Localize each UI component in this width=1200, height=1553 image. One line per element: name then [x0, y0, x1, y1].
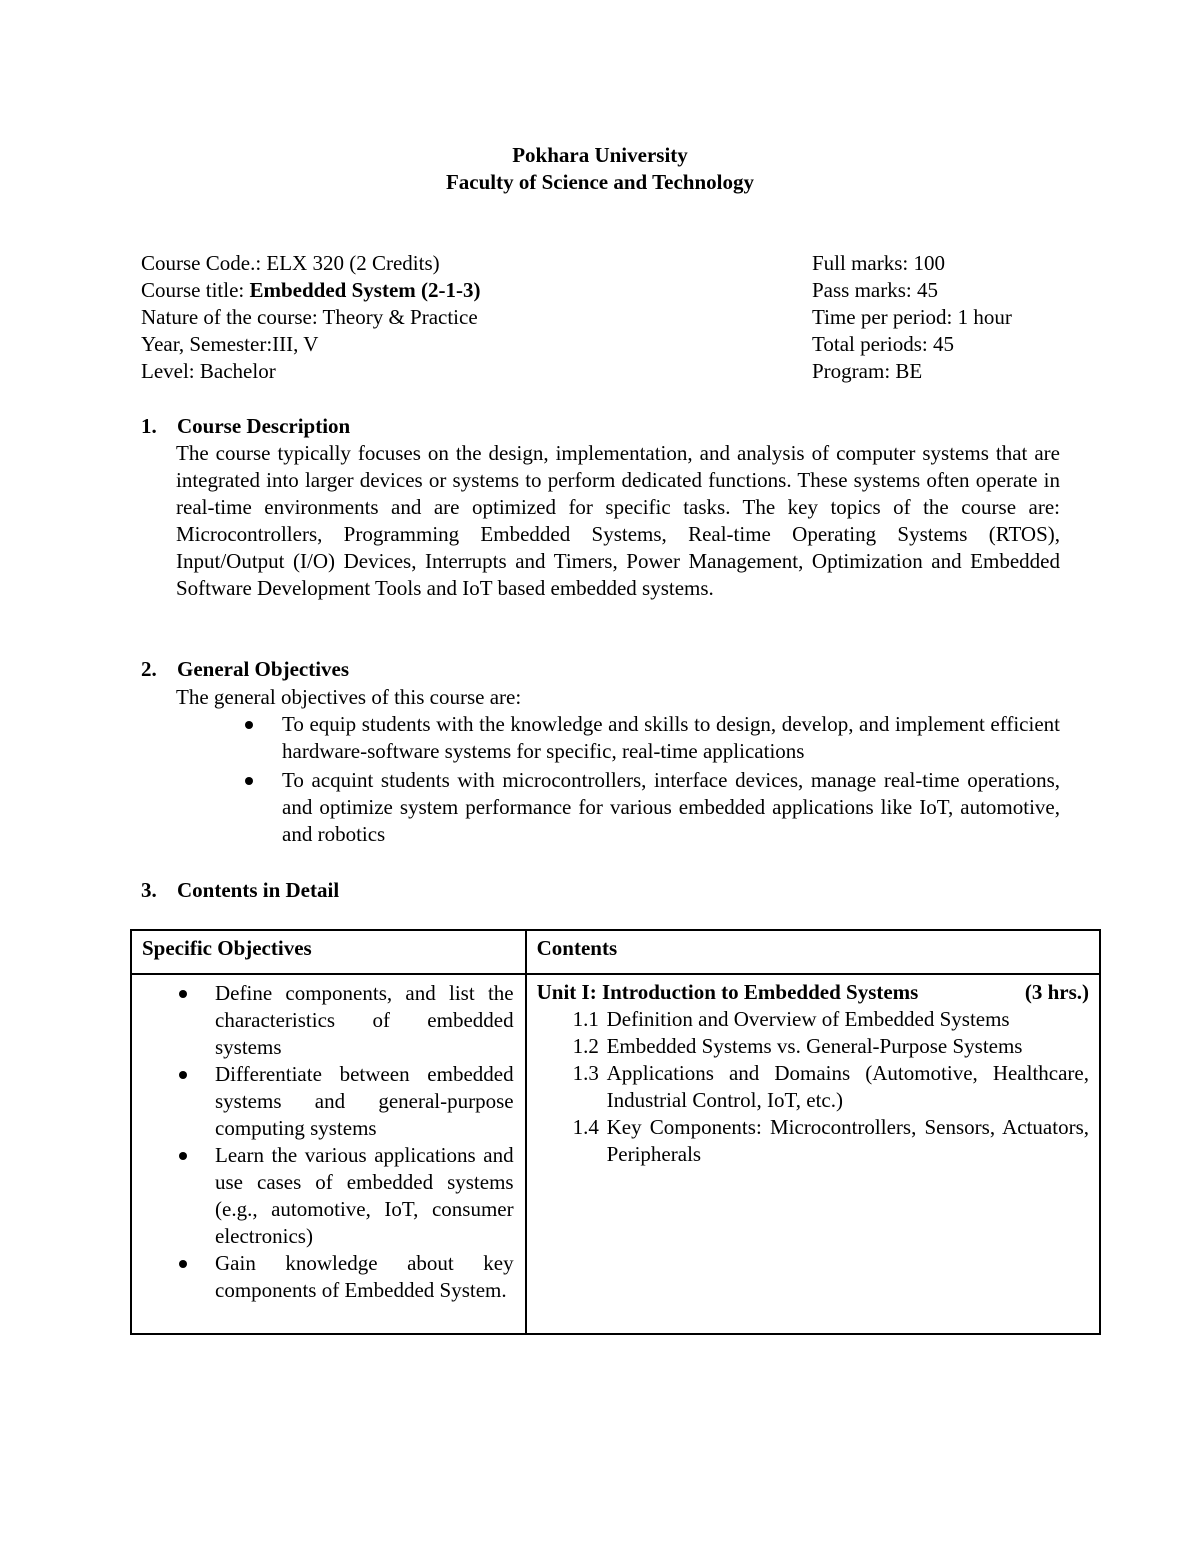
- unit-hours: (3 hrs.): [1024, 980, 1089, 1004]
- topic-item: 1.2 Embedded Systems vs. General-Purpose Systems: [572, 1034, 1023, 1058]
- full-marks: Full marks: 100: [812, 251, 946, 275]
- total-periods: Total periods: 45: [812, 332, 955, 356]
- bullet-icon: [179, 990, 187, 998]
- bullet-icon: [245, 777, 253, 785]
- header-specific-objectives: Specific Objectives: [131, 930, 526, 974]
- table-row: [131, 974, 1100, 1334]
- list-item: Learn the various applications and use cases of embedded systems (e.g., automotive, IoT, consumer electronics): [179, 1142, 514, 1250]
- program: Program: BE: [812, 359, 923, 383]
- course-info-left: [141, 250, 781, 385]
- section-heading-objectives: 2. General Objectives: [141, 657, 350, 681]
- course-nature: Nature of the course: Theory & Practice: [141, 305, 478, 329]
- list-item: Gain knowledge about key components of Embedded System.: [179, 1250, 514, 1304]
- topic-item: 1.4 Key Components: Microcontrollers, Sensors, Actuators, Peripherals: [572, 1115, 1089, 1166]
- faculty-title: Faculty of Science and Technology: [445, 170, 755, 194]
- list-item: Differentiate between embedded systems and general-purpose computing systems: [179, 1061, 514, 1142]
- bullet-icon: [179, 1260, 187, 1268]
- list-item: To equip students with the knowledge and skills to design, develop, and implement efficient hardware-software systems for specific, real-time applications: [245, 711, 1060, 765]
- topic-item: 1.1 Definition and Overview of Embedded Systems: [572, 1007, 1010, 1031]
- pass-marks: Pass marks: 45: [812, 278, 938, 302]
- unit-title: Unit I: Introduction to Embedded Systems (3 hrs.): [536, 980, 1089, 1004]
- list-item: Define components, and list the characteristics of embedded systems: [179, 980, 514, 1061]
- section-heading-contents: 3. Contents in Detail: [141, 878, 340, 902]
- year-semester: Year, Semester:III, V: [141, 332, 319, 356]
- time-per-period: Time per period: 1 hour: [812, 305, 1012, 329]
- course-title: Course title: Embedded System (2-1-3): [141, 278, 481, 302]
- topic-item: 1.3 Applications and Domains (Automotive, Healthcare, Industrial Control, IoT, etc.): [572, 1061, 1089, 1112]
- objectives-list: [245, 711, 1060, 848]
- bullet-icon: [245, 721, 253, 729]
- header-contents: Contents: [526, 930, 1100, 974]
- bullet-icon: [179, 1152, 187, 1160]
- section-heading-description: 1. Course Description: [141, 414, 351, 438]
- objectives-cell: [131, 974, 526, 1334]
- course-info-right: [812, 250, 1112, 385]
- objectives-intro: The general objectives of this course are:: [176, 685, 522, 709]
- specific-objectives-list: [133, 976, 524, 1304]
- contents-table: [130, 929, 1101, 1335]
- contents-cell: [526, 974, 1100, 1334]
- course-level: Level: Bachelor: [141, 359, 276, 383]
- university-title: Pokhara University: [512, 143, 688, 167]
- course-description-text: The course typically focuses on the design, implementation, and analysis of computer systems that are integrated into larger devices or systems to perform dedicated functions. These systems often operate in real-time environments and are optimized for specific tasks. The key topics of the course are: Microcontrollers, Programming Embedded Systems, Real-time Operating Systems (RTOS), Input/Output (I/O) Devices, Interrupts and Timers, Power Management, Optimization and Embedded Software Development Tools and IoT based embedded systems.: [176, 441, 1060, 600]
- list-item: To acquint students with microcontrollers, interface devices, manage real-time operations, and optimize system performance for various embedded applications like IoT, automotive, and robotics: [245, 767, 1060, 848]
- table-header-row: [131, 930, 1100, 974]
- bullet-icon: [179, 1071, 187, 1079]
- course-code: Course Code.: ELX 320 (2 Credits): [141, 251, 440, 275]
